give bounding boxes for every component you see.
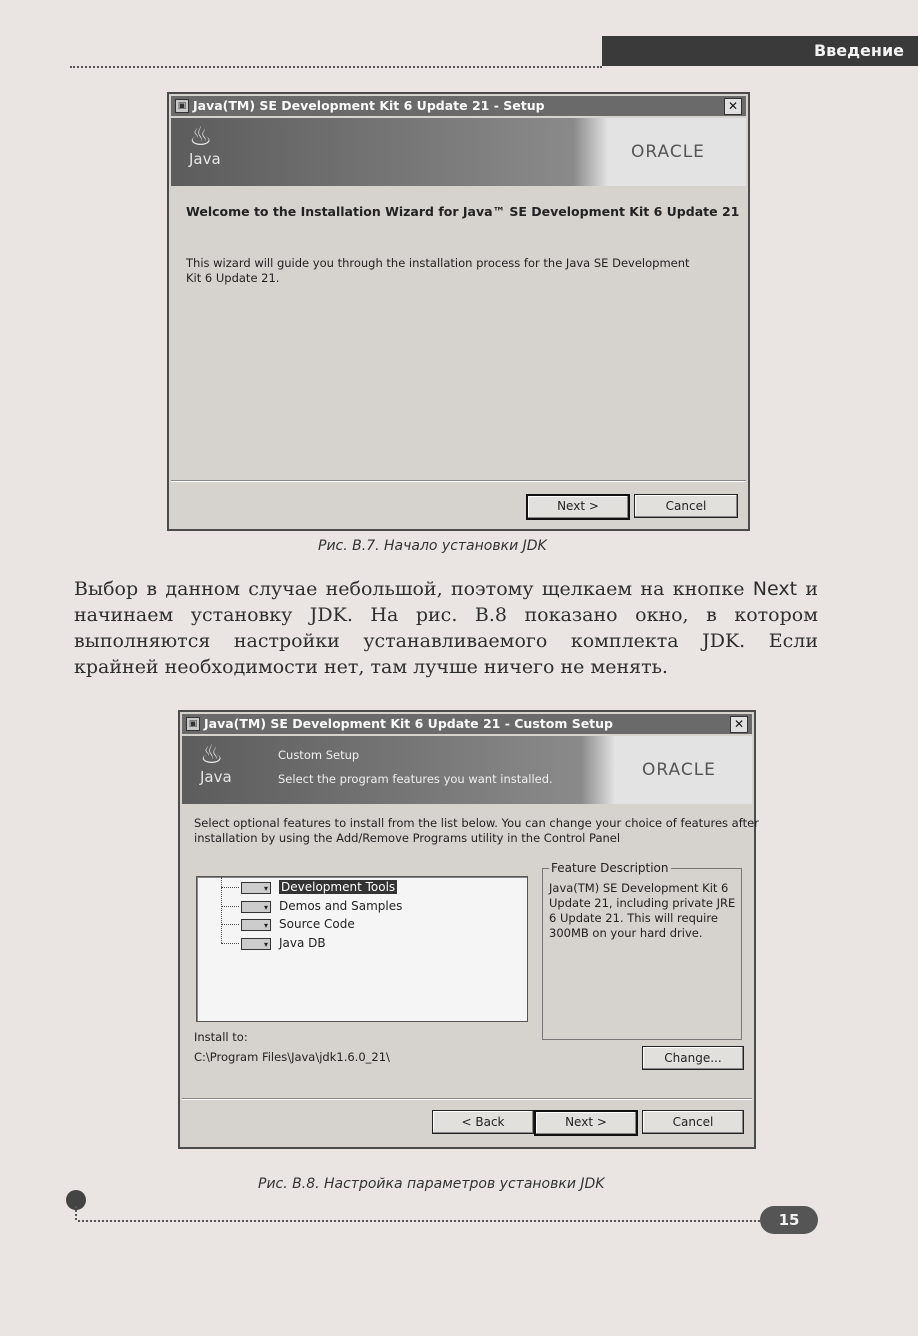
next-button[interactable]: Next > xyxy=(526,494,630,520)
dialog-banner xyxy=(171,118,746,186)
intro-text xyxy=(194,816,759,846)
welcome-body xyxy=(186,256,690,286)
drive-dropdown-icon[interactable]: ▾ xyxy=(241,882,271,894)
java-logo xyxy=(200,742,232,786)
paragraph-next-word: Next xyxy=(752,578,798,600)
tree-branch xyxy=(221,887,239,888)
cancel-button[interactable]: Cancel xyxy=(642,1110,744,1134)
install-to-label: Install to: xyxy=(194,1030,248,1044)
dialog-title: Java(TM) SE Development Kit 6 Update 21 - Setup xyxy=(193,98,545,113)
header-divider xyxy=(70,66,602,68)
dialog-titlebar xyxy=(182,714,752,734)
feature-tree[interactable] xyxy=(196,876,528,1022)
feature-label: Java DB xyxy=(279,936,326,950)
banner-title: Custom Setup xyxy=(278,748,360,762)
close-icon[interactable]: ✕ xyxy=(724,98,742,115)
body-paragraph xyxy=(74,576,818,680)
dialog-titlebar xyxy=(171,96,746,116)
section-title: Введение xyxy=(813,41,904,60)
figure-caption: Рис. В.8. Настройка параметров установки JDK xyxy=(258,1176,605,1192)
dialog-banner xyxy=(182,736,752,804)
feature-description-legend: Feature Description xyxy=(551,861,669,875)
welcome-body-line2: Kit 6 Update 21. xyxy=(186,271,280,285)
tree-branch xyxy=(221,906,239,907)
feature-java-db[interactable] xyxy=(241,935,326,952)
setup-dialog xyxy=(167,92,750,531)
feature-label: Source Code xyxy=(279,917,355,931)
section-header xyxy=(602,36,918,66)
drive-dropdown-icon[interactable]: ▾ xyxy=(241,919,271,931)
footer-separator xyxy=(182,1098,752,1100)
installer-icon: ▣ xyxy=(175,99,189,113)
page-number: 15 xyxy=(760,1206,818,1234)
welcome-heading: Welcome to the Installation Wizard for Java™ SE Development Kit 6 Update 21 xyxy=(186,204,740,219)
oracle-logo: ORACLE xyxy=(642,760,716,780)
cancel-button[interactable]: Cancel xyxy=(634,494,738,518)
back-button[interactable]: < Back xyxy=(432,1110,534,1134)
banner-subtitle: Select the program features you want installed. xyxy=(278,772,553,786)
dialog-title: Java(TM) SE Development Kit 6 Update 21 - Custom Setup xyxy=(204,716,614,731)
drive-dropdown-icon[interactable]: ▾ xyxy=(241,901,271,913)
close-icon[interactable]: ✕ xyxy=(730,716,748,733)
java-cup-icon: ♨ xyxy=(189,122,213,152)
installer-icon: ▣ xyxy=(186,717,200,731)
welcome-body-line1: This wizard will guide you through the installation process for the Java SE Development xyxy=(186,256,690,270)
drive-dropdown-icon[interactable]: ▾ xyxy=(241,938,271,950)
feature-description-group xyxy=(542,861,742,1040)
feature-development-tools[interactable] xyxy=(241,879,397,896)
footer-separator xyxy=(171,480,746,482)
paragraph-text-1: Выбор в данном случае небольшой, поэтому щелкаем на кнопке xyxy=(74,578,753,600)
feature-label: Development Tools xyxy=(281,880,396,894)
intro-line1: Select optional features to install from the list below. You can change your choice of features after xyxy=(194,816,759,830)
next-button[interactable]: Next > xyxy=(534,1110,638,1136)
change-button[interactable]: Change... xyxy=(642,1046,744,1070)
java-logo xyxy=(189,124,221,168)
custom-setup-dialog xyxy=(178,710,759,1149)
install-path: C:\Program Files\Java\jdk1.6.0_21\ xyxy=(194,1050,390,1064)
feature-demos-and-samples[interactable] xyxy=(241,898,402,915)
feature-description-text: Java(TM) SE Development Kit 6 Update 21, including private JRE 6 Update 21. This will require 300MB on your hard drive. xyxy=(549,881,736,940)
oracle-logo: ORACLE xyxy=(631,142,705,162)
feature-source-code[interactable] xyxy=(241,916,355,933)
intro-line2: installation by using the Add/Remove Programs utility in the Control Panel xyxy=(194,831,621,845)
paragraph-text-2: и начинаем установку JDK. На рис. В.8 показано окно, в котором выполняются настройки устанавливаемого комплекта JDK. Если крайней необходимости нет, там лучше ничего не менять. xyxy=(74,578,818,678)
feature-label: Demos and Samples xyxy=(279,899,403,913)
tree-branch xyxy=(221,924,239,925)
java-label: Java xyxy=(200,768,232,786)
figure-caption: Рис. В.7. Начало установки JDK xyxy=(318,538,547,554)
footer-divider xyxy=(78,1220,760,1222)
java-label: Java xyxy=(189,150,221,168)
tree-branch xyxy=(221,943,239,944)
footer-bullet-stem xyxy=(75,1206,77,1220)
java-cup-icon: ♨ xyxy=(200,740,224,770)
